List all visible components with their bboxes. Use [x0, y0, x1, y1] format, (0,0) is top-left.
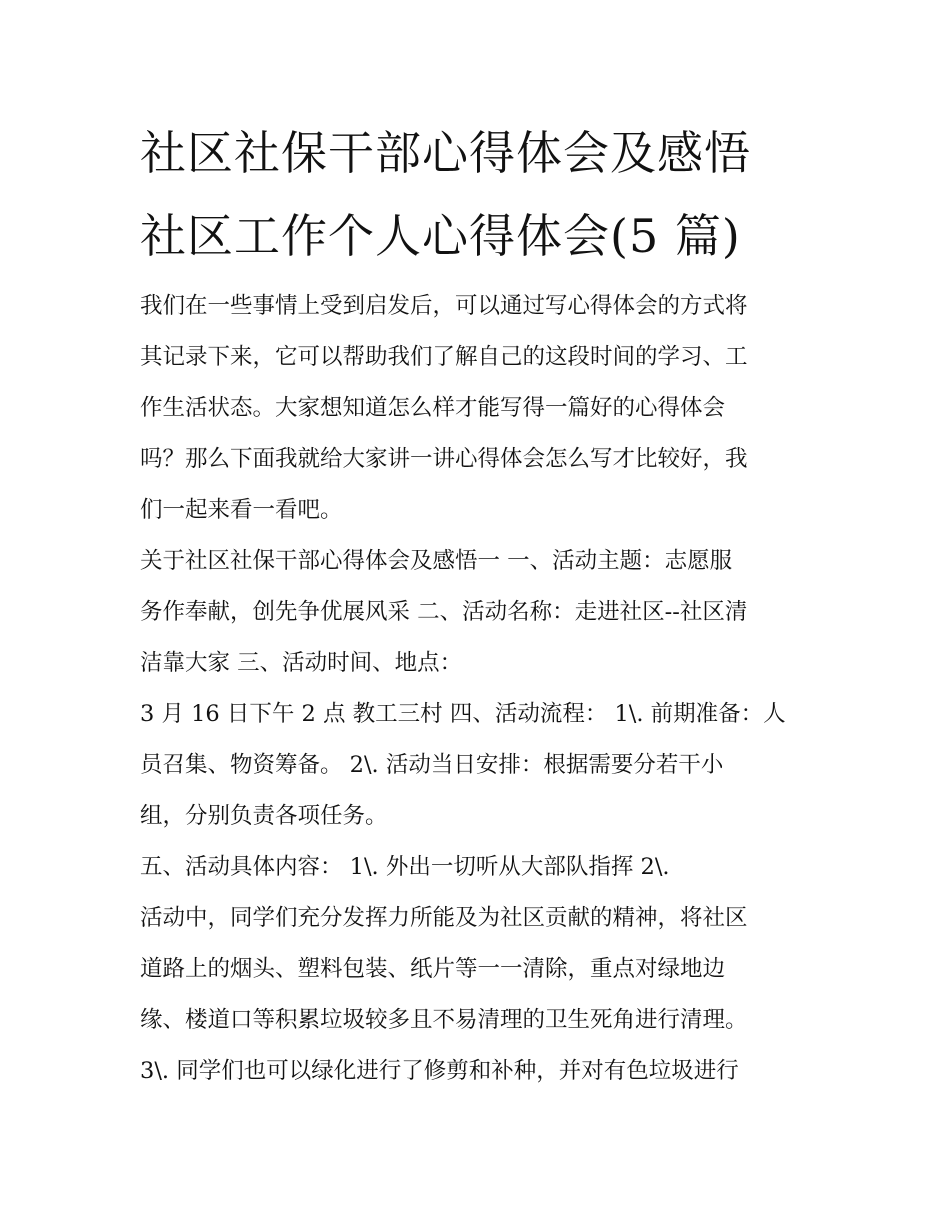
title-line: 社区社保干部心得体会及感悟: [140, 126, 751, 180]
body-line: 活动中，同学们充分发挥力所能及为社区贡献的精神，将社区: [140, 905, 748, 931]
document-body: [140, 281, 820, 1097]
body-line: 我们在一些事情上受到启发后，可以通过写心得体会的方式将: [140, 293, 748, 319]
body-line: 作生活状态。大家想知道怎么样才能写得一篇好的心得体会: [140, 395, 726, 421]
body-line: 务作奉献，创先争优展风采 二、活动名称：走进社区--社区清: [140, 599, 748, 625]
body-line: 吗？那么下面我就给大家讲一讲心得体会怎么写才比较好，我: [140, 446, 748, 472]
body-line: 缘、楼道口等积累垃圾较多且不易清理的卫生死角进行清理。: [140, 1007, 748, 1033]
body-line: 五、活动具体内容： 1\. 外出一切听从大部队指挥 2\.: [140, 854, 670, 880]
body-line: 洁靠大家 三、活动时间、地点：: [140, 650, 463, 676]
body-line: 其记录下来，它可以帮助我们了解自己的这段时间的学习、工: [140, 344, 748, 370]
body-line: 们一起来看一看吧。: [140, 497, 343, 523]
body-line: 3 月 16 日下午 2 点 教工三村 四、活动流程： 1\. 前期准备：人: [140, 701, 786, 727]
body-line: 关于社区社保干部心得体会及感悟一 一、活动主题：志愿服: [140, 548, 733, 574]
document-title: [140, 112, 840, 278]
title-line: 社区工作个人心得体会(5 篇): [140, 209, 741, 263]
body-line: 组，分别负责各项任务。: [140, 803, 388, 829]
body-line: 道路上的烟头、塑料包装、纸片等一一清除，重点对绿地边: [140, 956, 726, 982]
body-line: 3\. 同学们也可以绿化进行了修剪和补种，并对有色垃圾进行: [140, 1058, 739, 1084]
body-line: 员召集、物资筹备。 2\. 活动当日安排：根据需要分若干小: [140, 752, 724, 778]
